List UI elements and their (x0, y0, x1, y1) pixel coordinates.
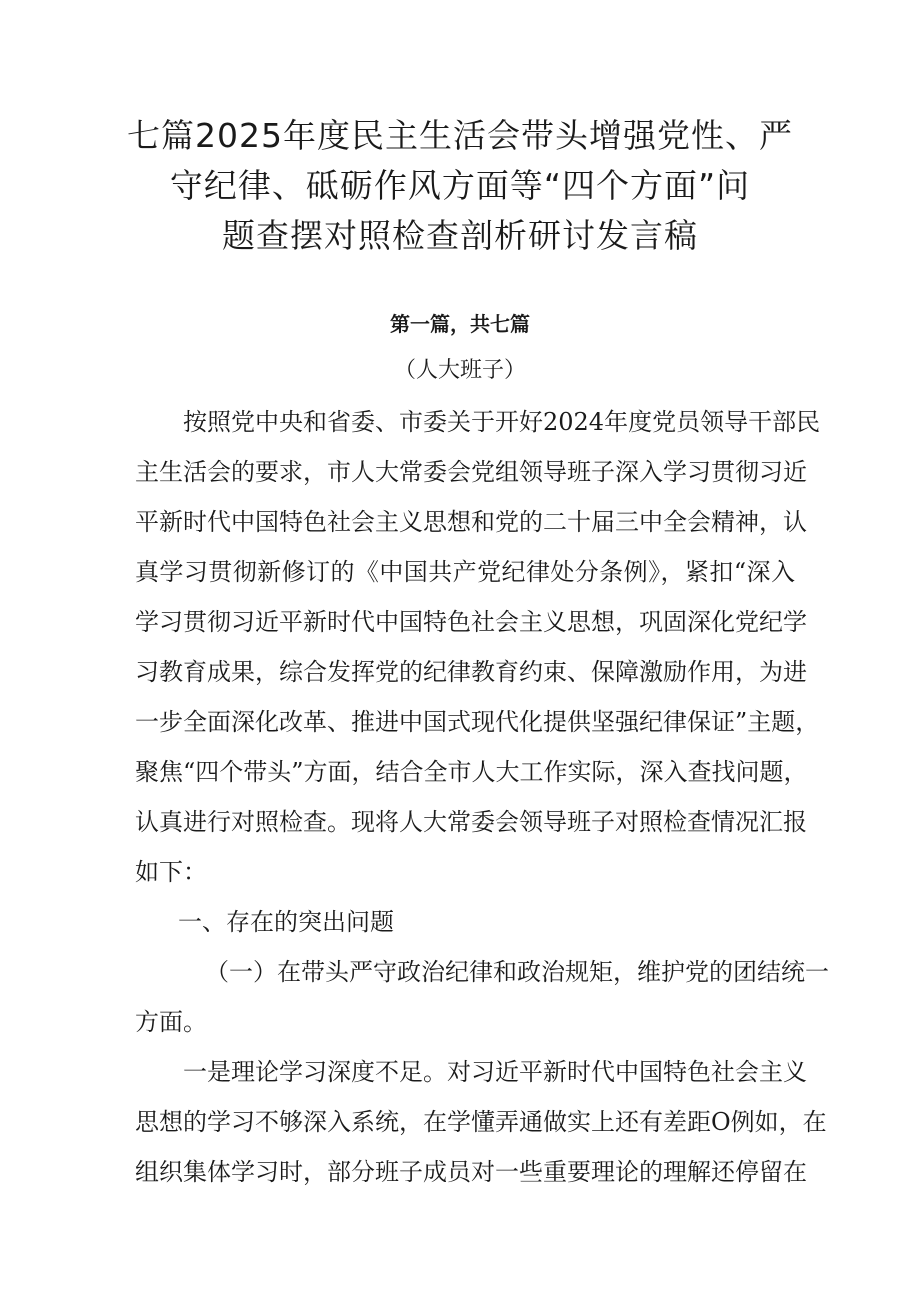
intro-line-8: 聚焦“四个带头”方面，结合全市人大工作实际，深入查找问题， (135, 758, 808, 786)
intro-line-9: 认真进行对照检查。现将人大常委会领导班子对照检查情况汇报 (135, 808, 807, 836)
point-line-1: 一是理论学习深度不足。对习近平新时代中国特色社会主义 (183, 1058, 807, 1086)
intro-line-4: 真学习贯彻新修订的《中国共产党纪律处分条例》，紧扣“深入 (135, 558, 795, 586)
subsection-line-1: （一）在带头严守政治纪律和政治规矩，维护党的团结统一 (205, 958, 829, 986)
intro-line-10: 如下： (135, 858, 207, 886)
intro-line-7: 一步全面深化改革、推进中国式现代化提供坚强纪律保证”主题， (135, 708, 820, 736)
intro-line-5: 学习贯彻习近平新时代中国特色社会主义思想，巩固深化党纪学 (135, 608, 807, 636)
intro-line-3: 平新时代中国特色社会主义思想和党的二十届三中全会精神，认 (135, 508, 807, 536)
point-line-3: 组织集体学习时，部分班子成员对一些重要理论的理解还停留在 (135, 1158, 807, 1186)
intro-line-1: 按照党中央和省委、市委关于开好2024年度党员领导干部民 (183, 408, 821, 436)
document-title-line-2: 守纪律、砥砺作风方面等“四个方面”问 (169, 166, 751, 205)
part-subtitle: （人大班子） (393, 358, 526, 383)
document-title-line-1: 七篇2025年度民主生活会带头增强党性、严 (127, 116, 793, 155)
part-label: 第一篇，共七篇 (390, 312, 530, 336)
intro-line-2: 主生活会的要求，市人大常委会党组领导班子深入学习贯彻习近 (135, 458, 807, 486)
intro-line-6: 习教育成果，综合发挥党的纪律教育约束、保障激励作用，为进 (135, 658, 807, 686)
section-heading: 一、存在的突出问题 (178, 908, 394, 936)
document-title-line-3: 题查摆对照检查剖析研讨发言稿 (222, 216, 698, 255)
subsection-line-2: 方面。 (135, 1008, 207, 1036)
point-line-2: 思想的学习不够深入系统，在学懂弄通做实上还有差距O例如，在 (135, 1108, 827, 1136)
